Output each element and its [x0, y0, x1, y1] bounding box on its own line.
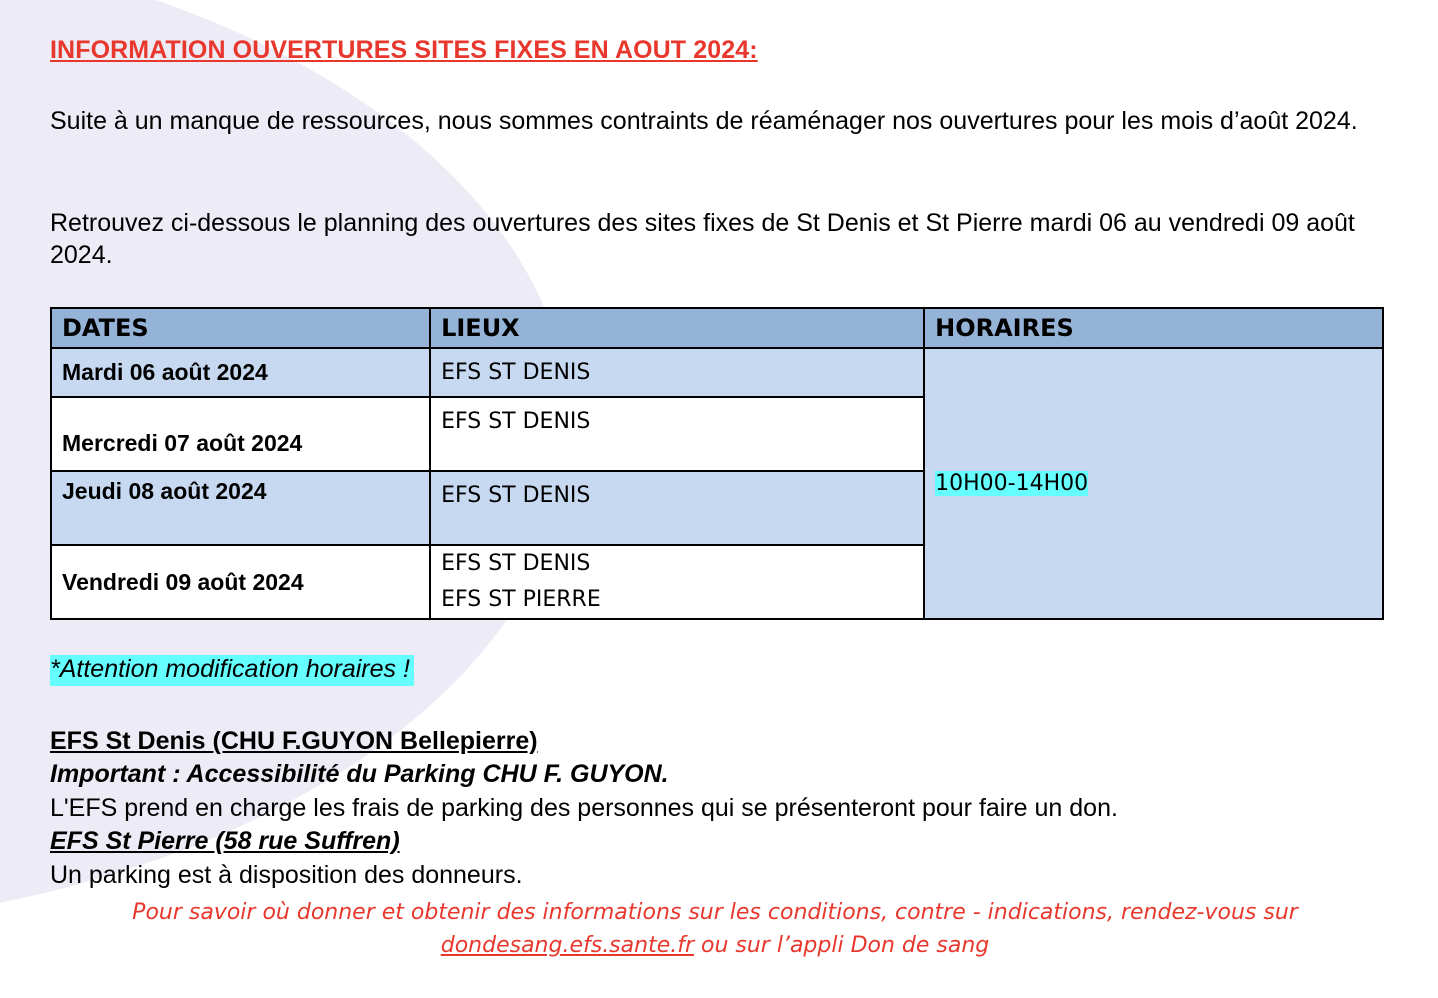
attention-note: *Attention modification horaires ! — [50, 655, 414, 686]
horaires-value: 10H00-14H00 — [935, 471, 1089, 496]
intro-paragraph: Suite à un manque de ressources, nous sommes contraints de réaménager nos ouvertures pour les mois d’août 2024. — [50, 107, 1358, 135]
st-denis-important: Important : Accessibilité du Parking CHU F. GUYON. — [50, 760, 669, 788]
footer-line-2-rest: ou sur l’appli Don de sang — [694, 933, 990, 958]
lieu-line: EFS ST DENIS — [441, 359, 591, 385]
lieu-line: EFS ST DENIS — [441, 409, 591, 434]
st-denis-heading: EFS St Denis (CHU F.GUYON Bellepierre) — [50, 727, 538, 755]
header-horaires: HORAIRES — [924, 308, 1383, 348]
planning-paragraph: Retrouvez ci-dessous le planning des ouvertures des sites fixes de St Denis et St Pierre mardi 06 au vendredi 09 août 2024. — [50, 209, 1355, 269]
date-cell: Jeudi 08 août 2024 — [51, 471, 430, 545]
planning-table — [50, 307, 1384, 620]
footer-line-1: Pour savoir où donner et obtenir des informations sur les conditions, contre - indications, rendez-vous sur — [132, 900, 1298, 925]
lieu-cell — [430, 545, 924, 619]
website-link[interactable]: dondesang.efs.sante.fr — [440, 933, 695, 958]
lieu-line: EFS ST PIERRE — [441, 587, 601, 612]
lieu-line: EFS ST DENIS — [441, 483, 591, 508]
st-pierre-heading: EFS St Pierre (58 rue Suffren) — [50, 827, 400, 855]
lieu-cell — [430, 471, 924, 545]
horaires-cell — [924, 348, 1383, 619]
date-cell: Mercredi 07 août 2024 — [51, 397, 430, 471]
footer-note — [100, 896, 1330, 962]
table-header-row — [51, 308, 1383, 348]
lieu-cell — [430, 348, 924, 397]
date-cell: Mardi 06 août 2024 — [51, 348, 430, 397]
header-dates: DATES — [51, 308, 430, 348]
table-row — [51, 348, 1383, 397]
st-denis-text: L'EFS prend en charge les frais de parking des personnes qui se présenteront pour faire un don. — [50, 794, 1118, 822]
date-cell: Vendredi 09 août 2024 — [51, 545, 430, 619]
page-title: INFORMATION OUVERTURES SITES FIXES EN AOUT 2024: — [50, 36, 758, 64]
st-pierre-text: Un parking est à disposition des donneurs. — [50, 861, 523, 889]
header-lieux: LIEUX — [430, 308, 924, 348]
footer-line-2 — [100, 929, 1330, 962]
lieu-cell — [430, 397, 924, 471]
lieu-line: EFS ST DENIS — [441, 551, 591, 576]
